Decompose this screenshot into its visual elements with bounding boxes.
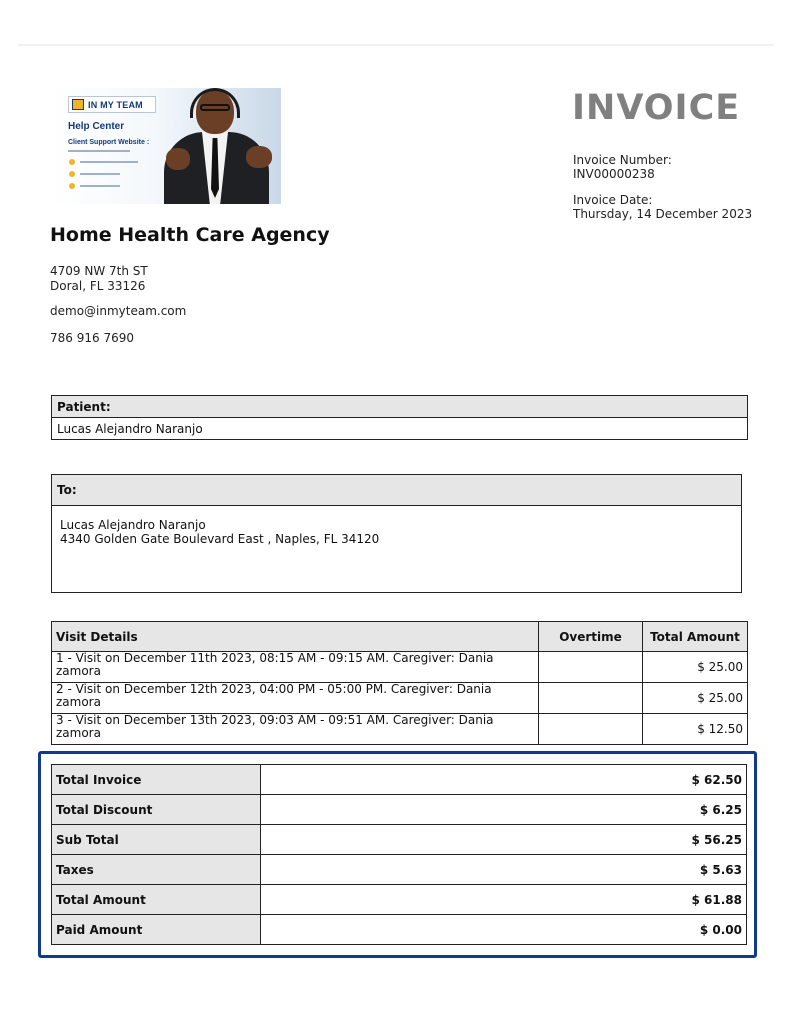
banner-text-line bbox=[80, 161, 138, 163]
brand-logo-icon bbox=[72, 99, 84, 110]
patient-header-row bbox=[52, 396, 748, 418]
brand-logo bbox=[68, 96, 156, 113]
banner-text-line bbox=[80, 173, 120, 175]
bill-to-label: To: bbox=[52, 475, 742, 506]
bill-to-table bbox=[51, 474, 742, 593]
bill-to-header-row bbox=[52, 475, 742, 506]
bill-to-name: Lucas Alejandro Naranjo bbox=[60, 518, 206, 532]
agency-address bbox=[50, 264, 148, 294]
banner-heading: Help Center bbox=[68, 121, 125, 132]
invoice-summary-table bbox=[51, 764, 747, 945]
summary-label: Total Invoice bbox=[52, 765, 261, 795]
agency-phone: 786 916 7690 bbox=[50, 331, 134, 345]
agency-name: Home Health Care Agency bbox=[50, 224, 330, 246]
patient-row bbox=[52, 418, 748, 440]
top-divider bbox=[18, 44, 773, 46]
banner-subheading: Client Support Website : bbox=[68, 139, 150, 146]
email-bullet-icon bbox=[69, 159, 75, 165]
invoice-title: INVOICE bbox=[572, 88, 741, 128]
overtime-cell bbox=[539, 683, 643, 714]
summary-row-total-invoice bbox=[52, 765, 747, 795]
overtime-header: Overtime bbox=[539, 622, 643, 652]
summary-value: $ 61.88 bbox=[261, 885, 747, 915]
visit-details-header: Visit Details bbox=[52, 622, 539, 652]
agency-address-line2: Doral, FL 33126 bbox=[50, 279, 146, 293]
summary-label: Total Amount bbox=[52, 885, 261, 915]
invoice-number-value: INV00000238 bbox=[573, 167, 655, 181]
headset-icon bbox=[190, 88, 240, 118]
amount-cell: $ 25.00 bbox=[643, 652, 748, 683]
table-row bbox=[52, 714, 748, 745]
invoice-date-label: Invoice Date: bbox=[573, 193, 653, 207]
overtime-cell bbox=[539, 714, 643, 745]
banner-text-line bbox=[68, 150, 130, 152]
patient-table bbox=[51, 395, 748, 440]
amount-cell: $ 25.00 bbox=[643, 683, 748, 714]
visit-details-cell: 3 - Visit on December 13th 2023, 09:03 AM - 09:51 AM. Caregiver: Dania zamora bbox=[52, 714, 539, 745]
patient-label: Patient: bbox=[52, 396, 748, 418]
invoice-number-label: Invoice Number: bbox=[573, 153, 672, 167]
agency-address-line1: 4709 NW 7th ST bbox=[50, 264, 148, 278]
summary-label: Paid Amount bbox=[52, 915, 261, 945]
agency-email: demo@inmyteam.com bbox=[50, 304, 187, 318]
bill-to-address: 4340 Golden Gate Boulevard East , Naples, FL 34120 bbox=[60, 532, 380, 546]
summary-value: $ 62.50 bbox=[261, 765, 747, 795]
total-amount-header: Total Amount bbox=[643, 622, 748, 652]
help-center-banner-image bbox=[50, 88, 281, 204]
invoice-date-block bbox=[573, 193, 753, 221]
summary-value: $ 0.00 bbox=[261, 915, 747, 945]
bill-to-details bbox=[52, 506, 742, 593]
table-row bbox=[52, 683, 748, 714]
summary-label: Taxes bbox=[52, 855, 261, 885]
amount-cell: $ 12.50 bbox=[643, 714, 748, 745]
summary-label: Sub Total bbox=[52, 825, 261, 855]
bill-to-row bbox=[52, 506, 742, 593]
phone-bullet-icon bbox=[69, 171, 75, 177]
person-hand-left bbox=[166, 148, 190, 170]
patient-name: Lucas Alejandro Naranjo bbox=[52, 418, 748, 440]
invoice-number-block bbox=[573, 153, 753, 181]
summary-row-total-discount bbox=[52, 795, 747, 825]
summary-row-paid-amount bbox=[52, 915, 747, 945]
phone-bullet-icon bbox=[69, 183, 75, 189]
invoice-date-value: Thursday, 14 December 2023 bbox=[573, 207, 753, 221]
brand-logo-text: IN MY TEAM bbox=[88, 99, 143, 110]
visit-details-cell: 1 - Visit on December 11th 2023, 08:15 AM - 09:15 AM. Caregiver: Dania zamora bbox=[52, 652, 539, 683]
summary-row-total-amount bbox=[52, 885, 747, 915]
banner-text-line bbox=[80, 185, 120, 187]
summary-row-taxes bbox=[52, 855, 747, 885]
summary-value: $ 56.25 bbox=[261, 825, 747, 855]
summary-value: $ 6.25 bbox=[261, 795, 747, 825]
visit-header-row bbox=[52, 622, 748, 652]
summary-row-sub-total bbox=[52, 825, 747, 855]
table-row bbox=[52, 652, 748, 683]
summary-label: Total Discount bbox=[52, 795, 261, 825]
overtime-cell bbox=[539, 652, 643, 683]
visit-details-table bbox=[51, 621, 748, 745]
visit-details-cell: 2 - Visit on December 12th 2023, 04:00 PM - 05:00 PM. Caregiver: Dania zamora bbox=[52, 683, 539, 714]
person-hand-right bbox=[246, 146, 272, 168]
summary-value: $ 5.63 bbox=[261, 855, 747, 885]
